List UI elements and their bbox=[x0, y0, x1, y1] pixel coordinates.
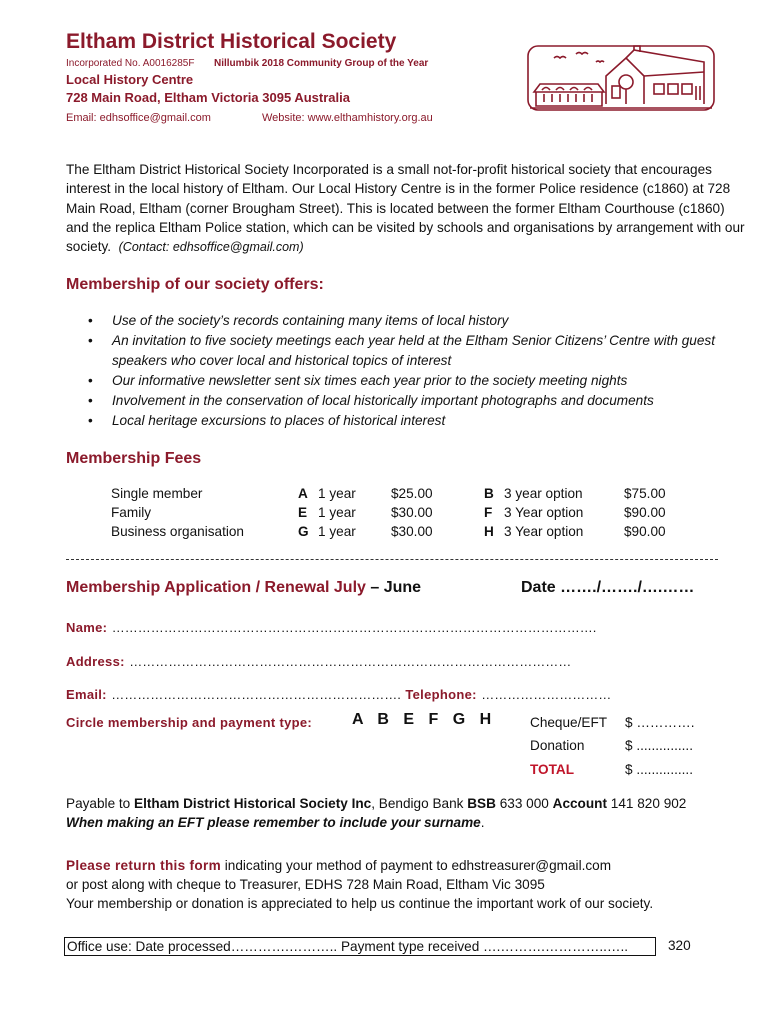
fee-term: 1 year bbox=[318, 505, 356, 520]
email-field[interactable] bbox=[66, 686, 611, 704]
centre-name: Local History Centre bbox=[66, 72, 194, 87]
address-label: Address: bbox=[66, 654, 125, 669]
bullet-icon: • bbox=[88, 373, 93, 388]
address-dots[interactable]: ………………………………………………………………………………………… bbox=[129, 654, 572, 669]
circle-type-label: Circle membership and payment type: bbox=[66, 715, 313, 730]
award-text: Nillumbik 2018 Community Group of the Year bbox=[214, 58, 429, 69]
list-item bbox=[88, 331, 748, 371]
fee-price: $75.00 bbox=[624, 486, 666, 501]
fee-type: Family bbox=[111, 505, 152, 520]
return-text-1: indicating your method of payment to edhstreasurer@gmail.com bbox=[220, 858, 612, 873]
list-item bbox=[88, 311, 748, 331]
payment-label: Donation bbox=[530, 738, 585, 753]
name-label: Name: bbox=[66, 620, 108, 635]
return-line-1 bbox=[66, 858, 611, 873]
fee-code: F bbox=[484, 505, 493, 520]
total-value[interactable]: $ ............... bbox=[625, 762, 693, 777]
intro-contact: (Contact: edhsoffice@gmail.com) bbox=[118, 240, 304, 255]
list-item bbox=[88, 371, 748, 391]
date-field[interactable]: Date ……./……./….…… bbox=[521, 579, 695, 596]
telephone-label: Telephone: bbox=[405, 687, 477, 702]
fees-heading: Membership Fees bbox=[66, 450, 202, 467]
payable-line bbox=[66, 796, 686, 811]
centre-address: 728 Main Road, Eltham Victoria 3095 Australia bbox=[66, 90, 350, 105]
fee-code: E bbox=[298, 505, 308, 520]
eft-note-period: . bbox=[480, 815, 485, 830]
website-link[interactable]: Website: www.elthamhistory.org.au bbox=[262, 112, 433, 124]
list-item-text: Local heritage excursions to places of historical interest bbox=[112, 413, 446, 428]
address-field[interactable] bbox=[66, 653, 571, 671]
return-lead: Please return this form bbox=[66, 858, 221, 873]
list-item-text: Our informative newsletter sent six times each year prior to the society meeting nights bbox=[112, 373, 628, 388]
fee-type: Single member bbox=[111, 486, 203, 501]
list-item-text: Use of the society’s records containing many items of local history bbox=[112, 313, 509, 328]
list-item-text: Involvement in the conservation of local historically important photographs and documents bbox=[112, 393, 654, 408]
name-dots[interactable]: …………………………………………………………………………………………………. bbox=[111, 620, 597, 635]
payable-org: Eltham District Historical Society Inc bbox=[134, 796, 372, 811]
list-item-text: An invitation to five society meetings each year held at the Eltham Senior Citizens’ Centre with guest speakers who cover local and historical topics of interest bbox=[112, 333, 715, 368]
payable-bank: , Bendigo Bank bbox=[371, 796, 468, 811]
fee-price: $90.00 bbox=[624, 524, 666, 539]
intro-paragraph bbox=[66, 160, 746, 257]
fee-term: 3 Year option bbox=[504, 524, 584, 539]
application-heading-text: Membership Application / Renewal July bbox=[66, 579, 366, 596]
historic-cottage-logo-icon bbox=[526, 42, 716, 114]
fee-price: $90.00 bbox=[624, 505, 666, 520]
payment-value[interactable]: $ ............... bbox=[625, 738, 693, 753]
payment-label: Cheque/EFT bbox=[530, 715, 608, 730]
bsb-number: 633 000 bbox=[495, 796, 553, 811]
fee-code: B bbox=[484, 486, 494, 501]
contact-email[interactable]: Email: edhsoffice@gmail.com bbox=[66, 112, 211, 124]
bsb-label: BSB bbox=[467, 796, 496, 811]
fee-price: $30.00 bbox=[391, 524, 433, 539]
fee-price: $30.00 bbox=[391, 505, 433, 520]
bullet-icon: • bbox=[88, 333, 93, 348]
fee-term: 3 year option bbox=[504, 486, 583, 501]
bullet-icon: • bbox=[88, 313, 93, 328]
total-label: TOTAL bbox=[530, 762, 575, 777]
fee-type: Business organisation bbox=[111, 524, 244, 539]
account-label: Account bbox=[552, 796, 607, 811]
account-number: 141 820 902 bbox=[607, 796, 687, 811]
return-line-2: or post along with cheque to Treasurer, EDHS 728 Main Road, Eltham Vic 3095 bbox=[66, 877, 545, 892]
fee-code: H bbox=[484, 524, 494, 539]
bullet-icon: • bbox=[88, 413, 93, 428]
incorporation-number: Incorporated No. A0016285F bbox=[66, 58, 195, 69]
bullet-icon: • bbox=[88, 393, 93, 408]
list-item bbox=[88, 411, 748, 431]
email-dots[interactable]: …………………………………………………………. bbox=[111, 687, 401, 702]
payment-value[interactable]: $ …………. bbox=[625, 715, 695, 730]
payable-prefix: Payable to bbox=[66, 796, 135, 811]
telephone-dots[interactable]: ………………………… bbox=[481, 687, 612, 702]
fee-term: 3 Year option bbox=[504, 505, 584, 520]
eft-note bbox=[66, 815, 485, 830]
eft-note-text: When making an EFT please remember to include your surname bbox=[66, 815, 481, 830]
office-use-box: Office use: Date processed………….……….. Payment type received ….……….…………..….. bbox=[64, 937, 656, 956]
intro-text: The Eltham District Historical Society Incorporated is a small not-for-profit historical society that encourages interest in the local history of Eltham. Our Local History Centre is in the former Police residence (c1860) at 728 Main Road, Eltham (corner Brougham Street). This is located between the former Eltham Courthouse (c1860) and the replica Eltham Police station, which can be visited by schools and organisations by arrangement with our society. bbox=[66, 162, 745, 255]
fee-code: A bbox=[298, 486, 308, 501]
list-item bbox=[88, 391, 748, 411]
return-line-3: Your membership or donation is appreciated to help us continue the important work of our society. bbox=[66, 896, 654, 911]
office-number: 320 bbox=[668, 938, 691, 953]
email-label: Email: bbox=[66, 687, 107, 702]
offers-heading: Membership of our society offers: bbox=[66, 276, 324, 293]
cut-line-divider bbox=[66, 559, 718, 560]
name-field[interactable] bbox=[66, 619, 596, 637]
fee-price: $25.00 bbox=[391, 486, 433, 501]
fee-term: 1 year bbox=[318, 524, 356, 539]
application-heading bbox=[66, 579, 421, 597]
fee-term: 1 year bbox=[318, 486, 356, 501]
society-title: Eltham District Historical Society bbox=[66, 30, 397, 53]
membership-type-options[interactable]: A B E F G H bbox=[352, 711, 497, 728]
fee-code: G bbox=[298, 524, 309, 539]
offers-list bbox=[88, 311, 748, 431]
application-heading-end: – June bbox=[365, 579, 422, 596]
